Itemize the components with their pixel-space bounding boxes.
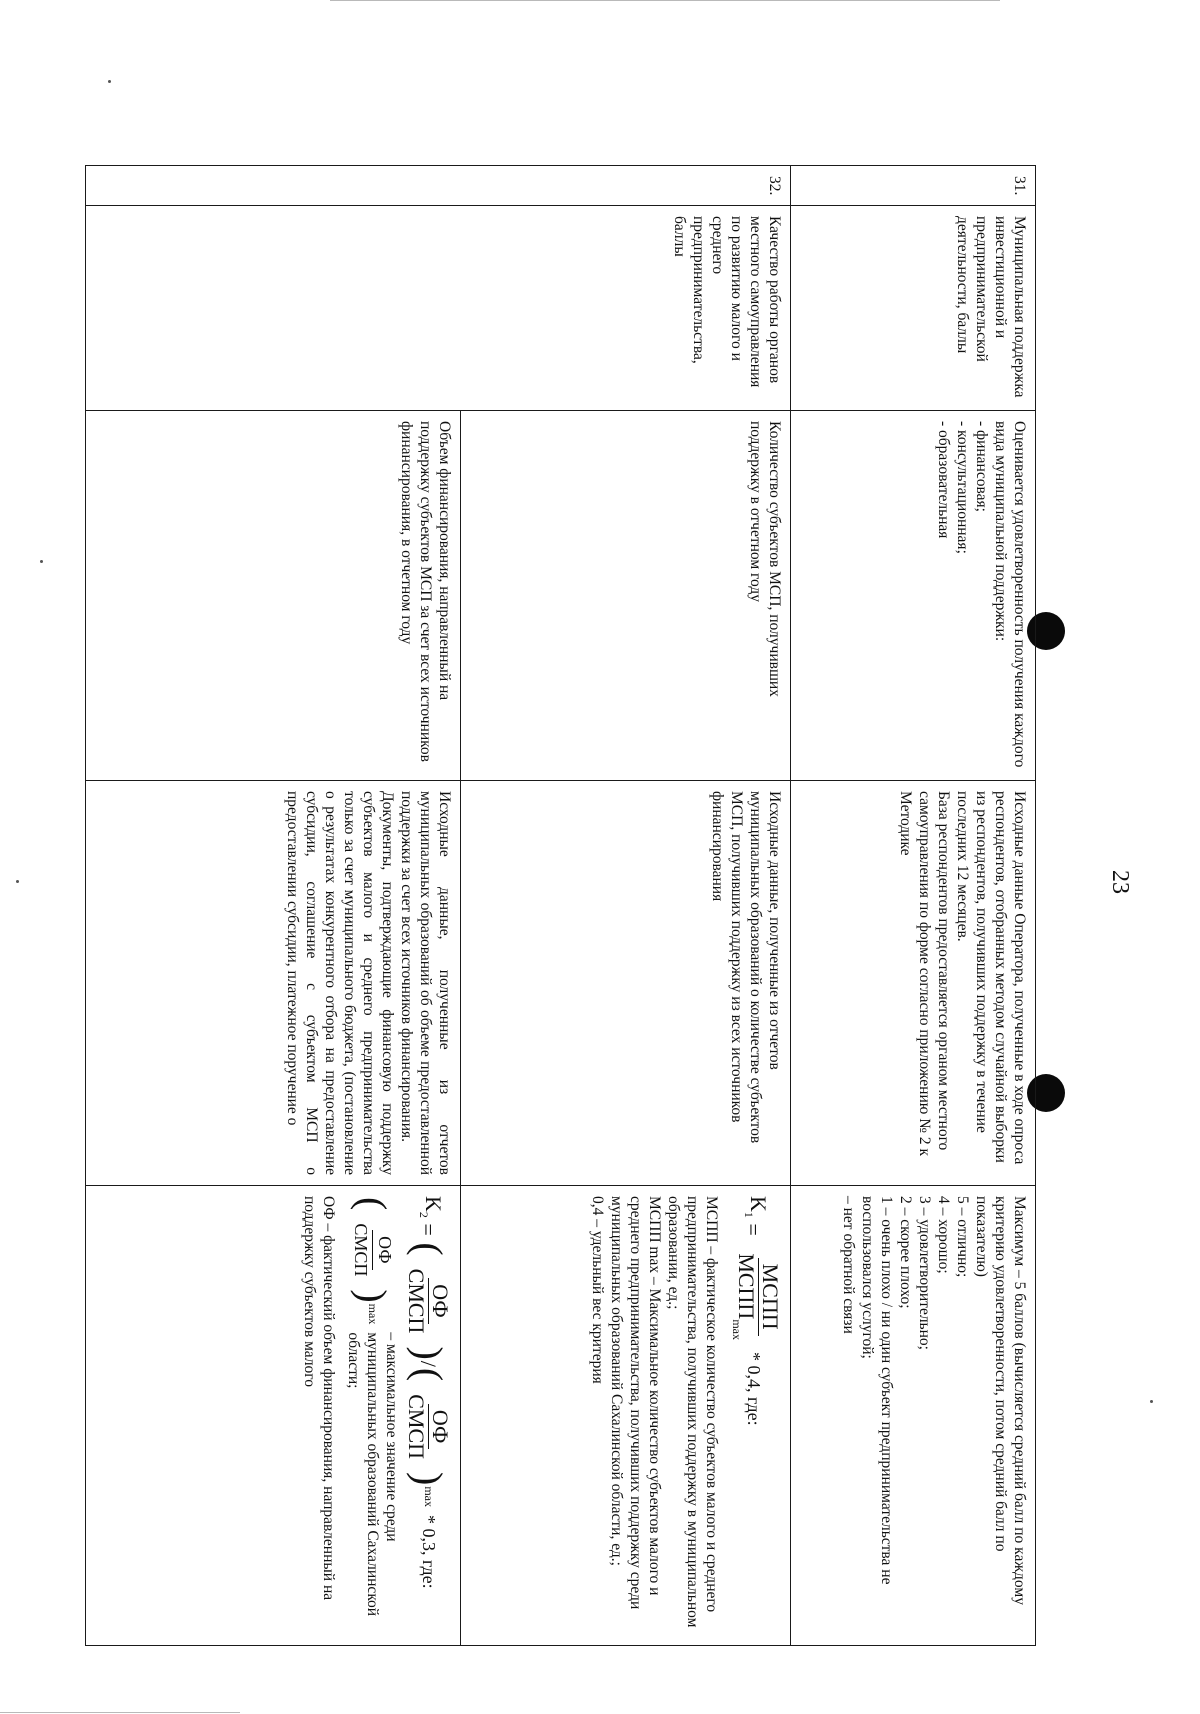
formula-k1	[727, 1196, 783, 1635]
fraction: МСПП $МСПП_{max}$	[730, 1253, 783, 1340]
formula-lhs: $K_2$	[417, 1196, 446, 1218]
fraction: ОФ СМСП	[351, 1223, 395, 1277]
equals-sign: =	[741, 1217, 766, 1242]
indicator-description: Объем финансирования, направленный на поддержку субъектов МСП за счет всех источников финансирования, в отчетном году	[86, 411, 461, 781]
table-row	[461, 166, 791, 1646]
scan-line-top	[330, 0, 1000, 1]
formula-tail: * 0,4, где:	[744, 1352, 764, 1426]
scan-speck	[16, 880, 19, 883]
row-number: 32.	[86, 166, 791, 206]
fraction: ОФ СМСП	[404, 1268, 453, 1334]
criteria-table	[85, 165, 1036, 1646]
data-source: Исходные данные, полученные из отчетов муниципальных образований о количестве субъектов МСП, получивших поддержку из всех источников финансирования	[461, 781, 791, 1186]
table-row	[791, 166, 1036, 1646]
calculation-method	[461, 1186, 791, 1646]
row-number: 31.	[791, 166, 1036, 206]
indicator-description: Оценивается удовлетворенность получения каждого вида муниципальной поддержки: - финансовая; - консультационная; - образовательная	[791, 411, 1036, 781]
formula-explanation: ОФ – фактический объем финансирования, направленный на поддержку субъектов малого	[301, 1196, 337, 1601]
data-source: Исходные данные Оператора, полученные в ходе опроса респондентов, отобранных методом случайной выборки из респондентов, получивших поддержку в течение последних 12 месяцев. База респондентов предоставляется органом местного самоуправления по форме согласно приложению № 2 к Методике	[791, 781, 1036, 1186]
data-source: Исходные данные, полученные из отчетов муниципальных образований об объеме предоставленной поддержки за счет всех источников финансирования. Документы, подтверждающие финансовую поддержку субъектов малого и среднего предпринимательства только за счет муниципального бюджета, (постановление о результатах конкурентного отбора на предоставление субсидии, соглашение с субъектом МСП о предоставлении субсидии, платежное поручение о	[86, 781, 461, 1186]
scan-line-bottom	[0, 1712, 240, 1713]
fraction: ОФ СМСП	[404, 1394, 453, 1460]
scan-speck	[108, 80, 111, 83]
indicator-name: Качество работы органов местного самоуправления по развитию малого и среднего предпринимательства, баллы	[86, 206, 791, 411]
formula-k2: $K_2$ = ( ОФ СМСП ) / ( ОФ СМСП ) max * 0,3, где:	[404, 1196, 453, 1589]
formula-explanation: МСПП – фактическое количество субъектов малого и среднего предпринимательства, получивших поддержку в муниципальном образовании, ед.; МСПП max – Максимальное количество субъектов малого и среднего предпринимательства, получивших поддержку среди муниципальных образований Сахалинской области, ед.; 0,4 – удельный вес критерия	[589, 1196, 720, 1628]
indicator-description: Количество субъектов МСП, получивших поддержку в отчетном году	[461, 411, 791, 781]
page-number: 23	[1107, 870, 1133, 894]
calculation-method: Максимум – 5 баллов (вычисляется средний балл по каждому критерию удовлетворенности, потом средний балл по показателю) 5 – отлично; 4 – хорошо; 3 – удовлетворительно; 2 – скорее плохо; 1 – очень плохо / ни один субъект предпринимательства не воспользовался услугой; – нет обратной связи	[791, 1186, 1036, 1646]
scan-speck	[1150, 1400, 1153, 1403]
scan-speck	[40, 560, 43, 563]
formula-lhs: $K_1$	[742, 1196, 771, 1218]
rotated-table-wrapper	[86, 165, 1036, 1645]
calculation-method	[86, 1186, 461, 1646]
formula-max-term: ( ОФ СМСП ) max – максимальное значение среди муниципальных образований Сахалинской области;	[344, 1196, 401, 1635]
formula-tail: * 0,3, где:	[419, 1515, 439, 1589]
formula-note: – максимальное значение среди муниципальных образований Сахалинской области;	[345, 1332, 400, 1617]
indicator-name: Муниципальная поддержка инвестиционной и предпринимательской деятельности, баллы	[791, 206, 1036, 411]
